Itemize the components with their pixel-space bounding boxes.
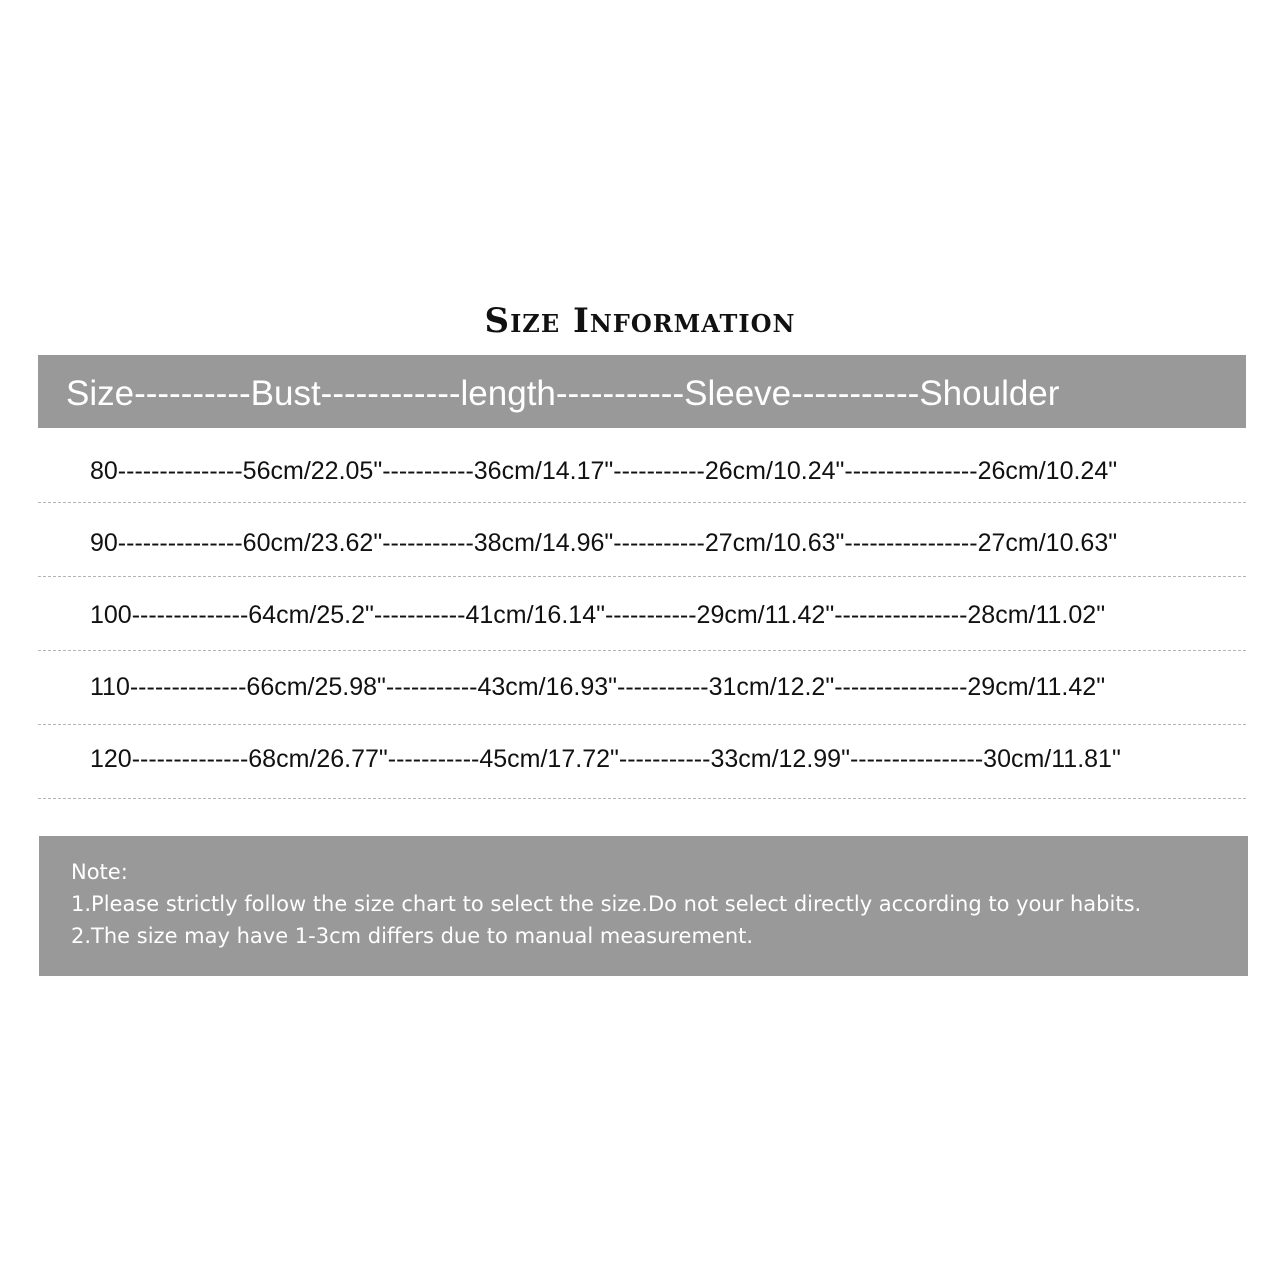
table-header-text: Size----------Bust------------length-----------Sleeve-----------Shoulder bbox=[66, 374, 1060, 413]
row-divider bbox=[38, 724, 1246, 725]
table-row-120: 120--------------68cm/26.77"-----------45cm/17.72"-----------33cm/12.99"----------------30cm/11.81" bbox=[90, 745, 1121, 773]
table-row-110: 110--------------66cm/25.98"-----------43cm/16.93"-----------31cm/12.2"----------------29cm/11.42" bbox=[90, 673, 1106, 701]
row-divider bbox=[38, 502, 1246, 503]
note-line-2: 2.The size may have 1-3cm differs due to manual measurement. bbox=[71, 924, 754, 948]
row-divider bbox=[38, 576, 1246, 577]
row-divider bbox=[38, 798, 1246, 799]
page-title: Size Information bbox=[484, 301, 796, 341]
table-row-100: 100--------------64cm/25.2"-----------41cm/16.14"-----------29cm/11.42"----------------28cm/11.02" bbox=[90, 601, 1106, 629]
table-row-90: 90---------------60cm/23.62"-----------38cm/14.96"-----------27cm/10.63"----------------27cm/10.63" bbox=[90, 529, 1118, 557]
note-heading: Note: bbox=[71, 860, 128, 884]
row-divider bbox=[38, 650, 1246, 651]
table-row-80: 80---------------56cm/22.05"-----------36cm/14.17"-----------26cm/10.24"----------------26cm/10.24" bbox=[90, 457, 1118, 485]
note-line-1: 1.Please strictly follow the size chart to select the size.Do not select directly according to your habits. bbox=[71, 892, 1142, 916]
